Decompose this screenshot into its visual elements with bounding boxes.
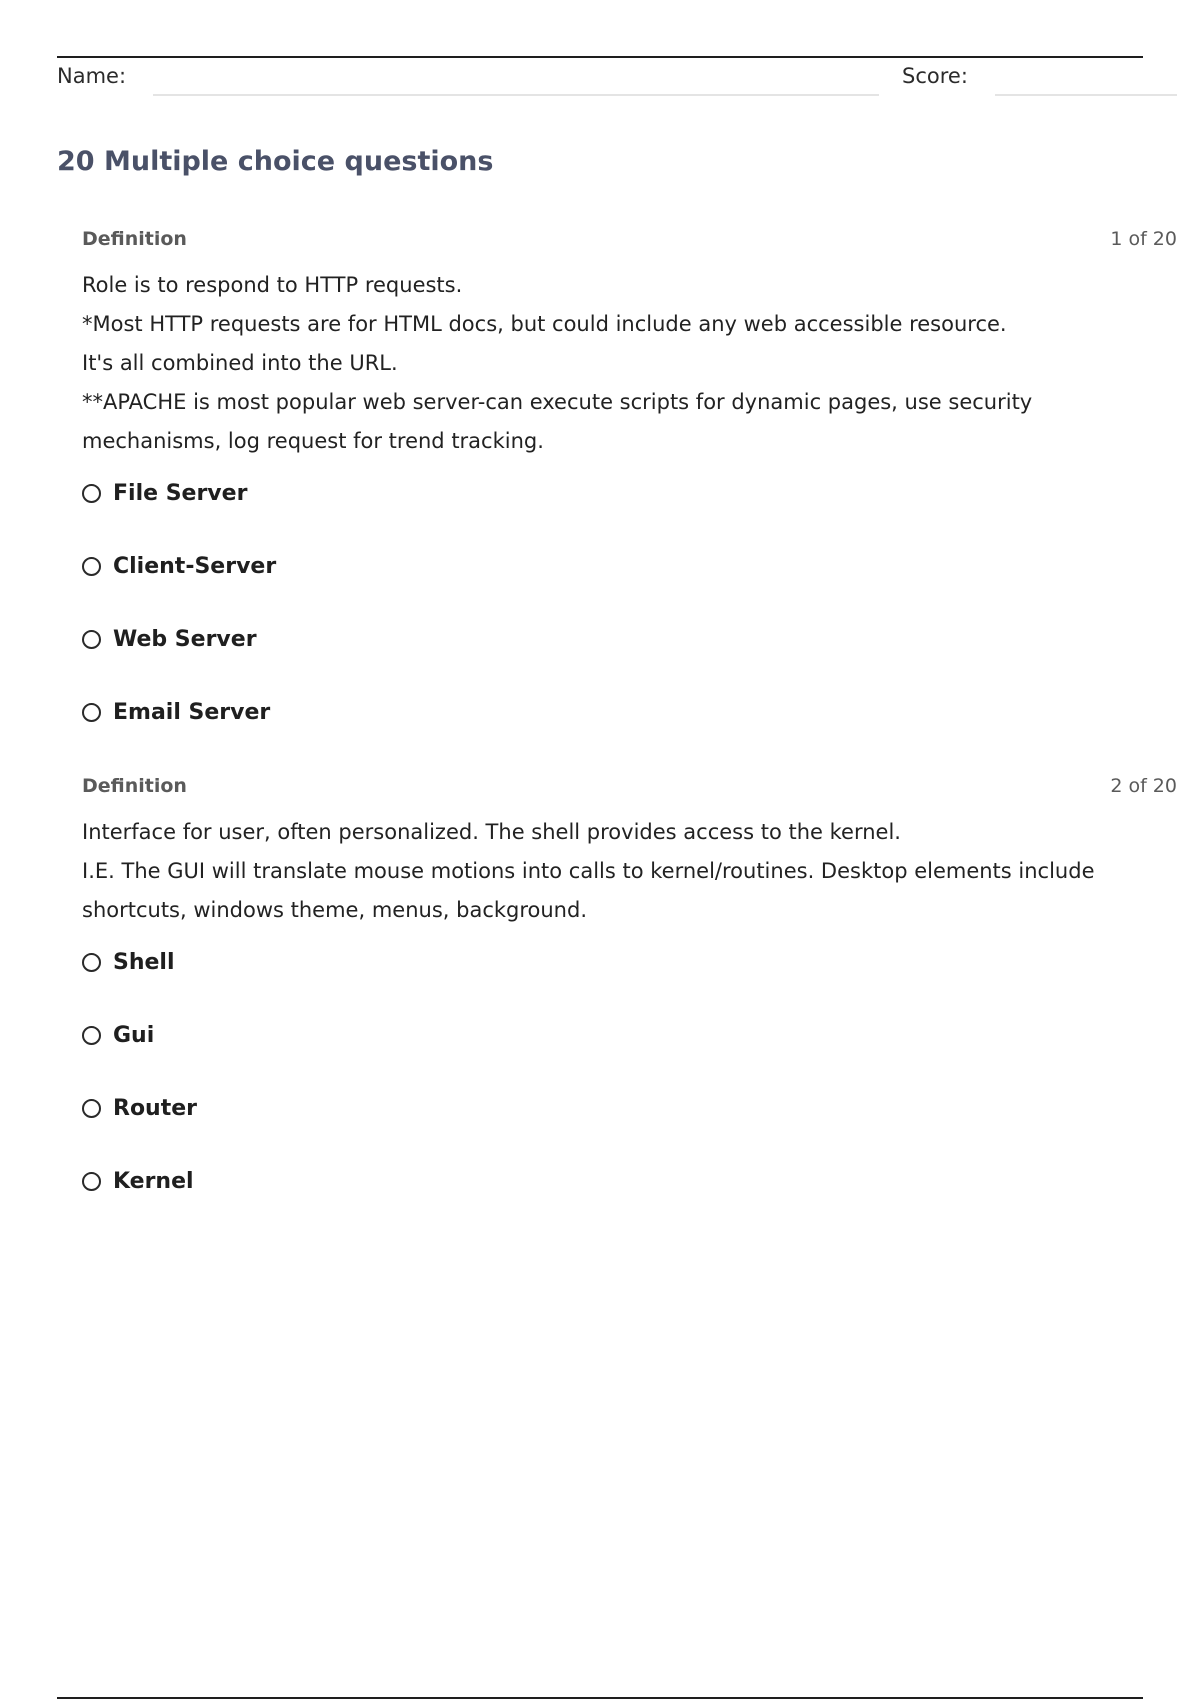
question-type-label: Definition <box>82 228 187 250</box>
radio-button-icon[interactable] <box>82 953 101 972</box>
score-label: Score: <box>902 64 968 88</box>
definition-text <box>82 266 1157 461</box>
radio-button-icon[interactable] <box>82 1172 101 1191</box>
answer-option-label: Router <box>113 1095 198 1121</box>
answer-option-label: Gui <box>113 1022 155 1048</box>
answer-option[interactable] <box>82 696 1177 728</box>
question-counter: 1 of 20 <box>1110 228 1177 250</box>
answer-option[interactable] <box>82 1092 1177 1124</box>
answer-option-label: Shell <box>113 949 175 975</box>
name-label: Name: <box>57 64 127 88</box>
answer-option[interactable] <box>82 946 1177 978</box>
definition-text <box>82 813 1157 930</box>
radio-button-icon[interactable] <box>82 484 101 503</box>
name-field[interactable] <box>153 94 879 96</box>
radio-button-icon[interactable] <box>82 1026 101 1045</box>
radio-button-icon[interactable] <box>82 1099 101 1118</box>
answer-option[interactable] <box>82 1019 1177 1051</box>
question-type-label: Definition <box>82 775 187 797</box>
radio-button-icon[interactable] <box>82 557 101 576</box>
answer-option[interactable] <box>82 550 1177 582</box>
section-title: 20 Multiple choice questions <box>57 146 494 177</box>
definition-line: I.E. The GUI will translate mouse motions into calls to kernel/routines. Desktop elements include shortcuts, windows theme, menus, background. <box>82 859 1095 922</box>
answer-option[interactable] <box>82 623 1177 655</box>
definition-line: Role is to respond to HTTP requests. <box>82 273 463 297</box>
answer-options <box>82 946 1177 1197</box>
answer-option-label: Web Server <box>113 626 257 652</box>
score-field[interactable] <box>995 94 1177 96</box>
answer-options <box>82 477 1177 728</box>
answer-option-label: File Server <box>113 480 248 506</box>
answer-option[interactable] <box>82 1165 1177 1197</box>
answer-option-label: Email Server <box>113 699 271 725</box>
question-header <box>82 775 1177 803</box>
answer-option[interactable] <box>82 477 1177 509</box>
question-1 <box>82 228 1177 769</box>
radio-button-icon[interactable] <box>82 630 101 649</box>
definition-line: It's all combined into the URL. <box>82 351 398 375</box>
answer-option-label: Client-Server <box>113 553 277 579</box>
question-2 <box>82 775 1177 1238</box>
answer-option-label: Kernel <box>113 1168 194 1194</box>
definition-line: *Most HTTP requests are for HTML docs, but could include any web accessible resource. <box>82 312 1007 336</box>
radio-button-icon[interactable] <box>82 703 101 722</box>
header-row <box>57 62 1177 96</box>
question-counter: 2 of 20 <box>1110 775 1177 797</box>
definition-line: **APACHE is most popular web server-can execute scripts for dynamic pages, use security mechanisms, log request for trend tracking. <box>82 390 1033 453</box>
definition-line: Interface for user, often personalized. The shell provides access to the kernel. <box>82 820 901 844</box>
question-header <box>82 228 1177 256</box>
top-rule <box>57 56 1143 58</box>
bottom-rule <box>57 1697 1143 1699</box>
